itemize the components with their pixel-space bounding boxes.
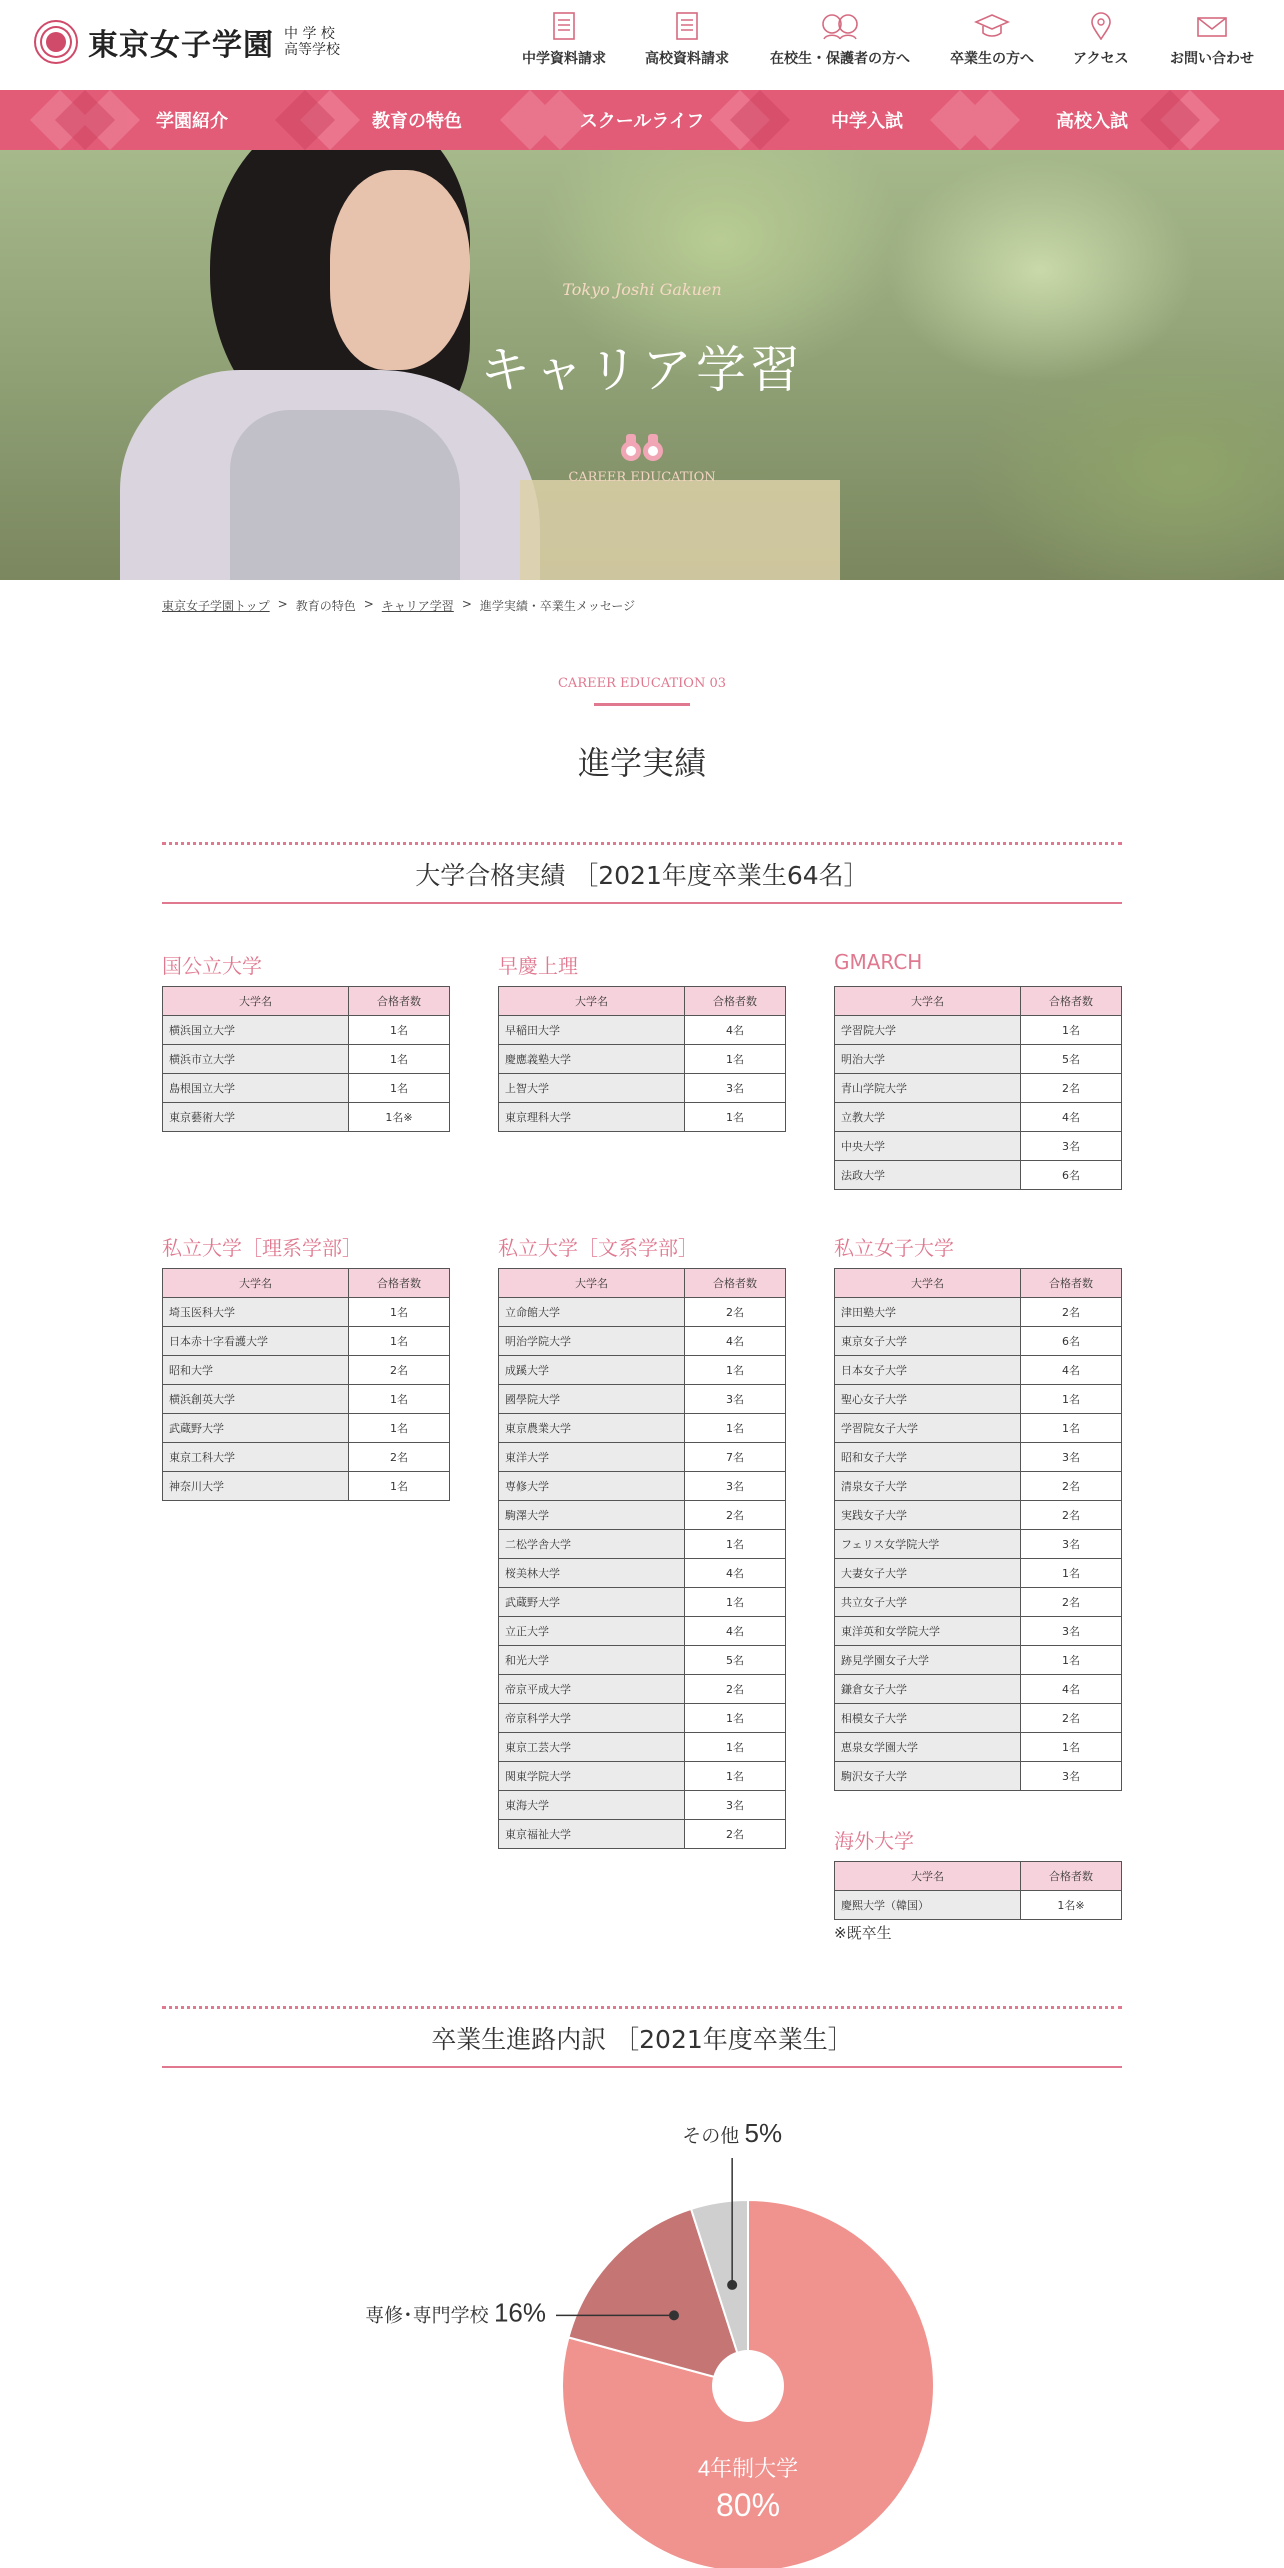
table-row xyxy=(835,1327,1122,1356)
logo-name: 東京女子学園 xyxy=(88,28,274,63)
school-emblem-icon xyxy=(34,20,78,64)
global-nav xyxy=(0,90,1284,150)
pass-count: 1名 xyxy=(1021,1559,1122,1588)
table-row xyxy=(835,1385,1122,1414)
breadcrumb-education: 教育の特色 xyxy=(295,599,356,613)
senior-brochure-link[interactable] xyxy=(645,12,729,68)
hero-subtitle: CAREER EDUCATION xyxy=(568,470,716,485)
column-header-count: 合格者数 xyxy=(349,1269,450,1298)
university-name: 二松学舎大学 xyxy=(499,1530,685,1559)
university-name: 横浜市立大学 xyxy=(163,1045,349,1074)
graduate-note: ※既卒生 xyxy=(834,1924,892,1942)
nav-junior-admission[interactable]: 中学入試 xyxy=(831,111,903,132)
university-name: 東京理科大学 xyxy=(499,1103,685,1132)
column-header-count: 合格者数 xyxy=(349,987,450,1016)
pass-count: 1名 xyxy=(685,1045,786,1074)
breadcrumb-home[interactable]: 東京女子学園トップ xyxy=(162,599,270,613)
university-name: 東京藝術大学 xyxy=(163,1103,349,1132)
university-name: 恵泉女学園大学 xyxy=(835,1733,1021,1762)
site-logo[interactable] xyxy=(34,20,340,64)
university-name: 和光大学 xyxy=(499,1646,685,1675)
pass-count: 2名 xyxy=(1021,1588,1122,1617)
pass-count: 4名 xyxy=(685,1617,786,1646)
slice-name-0: 4年制大学 xyxy=(697,2456,799,2481)
table-row xyxy=(835,1472,1122,1501)
table-private-humanities xyxy=(498,1232,786,1849)
logo-sub-senior: 高等学校 xyxy=(284,42,340,58)
pass-count: 1名 xyxy=(349,1327,450,1356)
university-name: 大妻女子大学 xyxy=(835,1559,1021,1588)
pass-count: 4名 xyxy=(1021,1356,1122,1385)
table-private-women xyxy=(834,1232,1122,1791)
university-name: 武蔵野大学 xyxy=(163,1414,349,1443)
table-row xyxy=(835,1559,1122,1588)
pass-count: 2名 xyxy=(685,1820,786,1849)
util-label: 在校生・保護者の方へ xyxy=(770,51,910,67)
table-row xyxy=(163,1016,450,1045)
parents-icon xyxy=(820,12,860,40)
hero-banner xyxy=(0,150,1284,580)
table-row xyxy=(835,1891,1122,1920)
pass-count: 3名 xyxy=(1021,1762,1122,1791)
pass-count: 1名 xyxy=(349,1045,450,1074)
pass-count: 4名 xyxy=(1021,1103,1122,1132)
pass-count: 2名 xyxy=(349,1356,450,1385)
table-row xyxy=(499,1045,786,1074)
pass-count: 3名 xyxy=(685,1472,786,1501)
table-row xyxy=(163,1356,450,1385)
hero-title: キャリア学習 xyxy=(480,341,804,399)
table-title: 私立女子大学 xyxy=(834,1236,954,1260)
util-label: 高校資料請求 xyxy=(645,51,729,67)
table-row xyxy=(499,1298,786,1327)
breadcrumb-career[interactable]: キャリア学習 xyxy=(381,599,454,613)
university-name: 東洋英和女学院大学 xyxy=(835,1617,1021,1646)
results-table xyxy=(498,986,786,1132)
map-pin-icon xyxy=(1090,12,1112,40)
university-name: 聖心女子大学 xyxy=(835,1385,1021,1414)
breadcrumb-separator: > xyxy=(461,597,472,611)
university-name: 共立女子大学 xyxy=(835,1588,1021,1617)
university-name: 日本赤十字看護大学 xyxy=(163,1327,349,1356)
results-table xyxy=(162,1268,450,1501)
table-row xyxy=(499,1530,786,1559)
university-name: 横浜国立大学 xyxy=(163,1016,349,1045)
hero-text xyxy=(0,150,1284,580)
pass-count: 3名 xyxy=(1021,1132,1122,1161)
column-header-count: 合格者数 xyxy=(1021,1862,1122,1891)
university-name: 東京女子大学 xyxy=(835,1327,1021,1356)
table-row xyxy=(499,1733,786,1762)
students-parents-link[interactable] xyxy=(770,12,910,68)
table-title: 早慶上理 xyxy=(498,954,578,978)
pass-count: 1名 xyxy=(349,1074,450,1103)
university-name: 横浜創英大学 xyxy=(163,1385,349,1414)
column-header-name: 大学名 xyxy=(499,1269,685,1298)
pass-count: 3名 xyxy=(1021,1443,1122,1472)
university-name: 東京工芸大学 xyxy=(499,1733,685,1762)
table-row xyxy=(835,1356,1122,1385)
table-row xyxy=(835,1045,1122,1074)
pass-count: 4名 xyxy=(685,1327,786,1356)
slice-value-0: 80% xyxy=(715,2487,781,2523)
university-name: 東洋大学 xyxy=(499,1443,685,1472)
results-table xyxy=(834,1268,1122,1791)
pass-count: 2名 xyxy=(1021,1704,1122,1733)
table-soukei-jouri xyxy=(498,950,786,1132)
pass-count: 3名 xyxy=(685,1074,786,1103)
pass-count: 1名 xyxy=(1021,1016,1122,1045)
results-table xyxy=(498,1268,786,1849)
table-row xyxy=(499,1414,786,1443)
university-name: 東京工科大学 xyxy=(163,1443,349,1472)
breadcrumb xyxy=(162,597,635,614)
university-name: 立正大学 xyxy=(499,1617,685,1646)
table-row xyxy=(163,1327,450,1356)
table-row xyxy=(499,1675,786,1704)
slice-label-2: その他 5% xyxy=(682,2118,783,2148)
table-row xyxy=(499,1704,786,1733)
table-row xyxy=(499,1501,786,1530)
university-name: 島根国立大学 xyxy=(163,1074,349,1103)
column-header-count: 合格者数 xyxy=(685,987,786,1016)
table-title: GMARCH xyxy=(834,950,923,974)
table-title: 国公立大学 xyxy=(162,954,262,978)
table-row xyxy=(163,1103,450,1132)
results-table xyxy=(834,1861,1122,1920)
university-name: 慶熙大学（韓国） xyxy=(835,1891,1021,1920)
table-row xyxy=(835,1733,1122,1762)
pass-count: 1名 xyxy=(349,1016,450,1045)
university-name: 跡見学園女子大学 xyxy=(835,1646,1021,1675)
table-row xyxy=(499,1646,786,1675)
table-row xyxy=(499,1443,786,1472)
university-name: 東京農業大学 xyxy=(499,1414,685,1443)
university-name: 成蹊大学 xyxy=(499,1356,685,1385)
table-title: 私立大学［理系学部］ xyxy=(162,1236,362,1260)
table-row xyxy=(835,1443,1122,1472)
table-row xyxy=(499,1820,786,1849)
table-row xyxy=(499,1762,786,1791)
table-row xyxy=(835,1588,1122,1617)
column-header-name: 大学名 xyxy=(835,987,1021,1016)
column-header-count: 合格者数 xyxy=(1021,987,1122,1016)
career-heading-text: 卒業生進路内訳 ［2021年度卒業生］ xyxy=(431,2024,853,2054)
table-row xyxy=(499,1559,786,1588)
pass-count: 1名 xyxy=(685,1704,786,1733)
nav-about[interactable]: 学園紹介 xyxy=(156,111,228,132)
pass-count: 1名 xyxy=(349,1298,450,1327)
table-row xyxy=(835,1103,1122,1132)
university-name: 國學院大学 xyxy=(499,1385,685,1414)
pass-count: 3名 xyxy=(1021,1617,1122,1646)
university-name: 駒沢女子大学 xyxy=(835,1762,1021,1791)
junior-brochure-link[interactable] xyxy=(522,12,606,68)
table-row xyxy=(163,1298,450,1327)
pass-count: 2名 xyxy=(685,1675,786,1704)
career-pie-chart xyxy=(0,2080,1284,2568)
table-row xyxy=(163,1472,450,1501)
pass-count: 3名 xyxy=(685,1791,786,1820)
page-title: 進学実績 xyxy=(577,744,706,782)
university-name: 学習院女子大学 xyxy=(835,1414,1021,1443)
table-row xyxy=(499,1385,786,1414)
table-row xyxy=(499,1103,786,1132)
util-label: お問い合わせ xyxy=(1170,51,1254,67)
util-label: 卒業生の方へ xyxy=(950,51,1034,67)
results-table xyxy=(834,986,1122,1190)
table-overseas xyxy=(834,1825,1122,1920)
pass-count: 3名 xyxy=(1021,1530,1122,1559)
pass-count: 2名 xyxy=(349,1443,450,1472)
table-row xyxy=(499,1472,786,1501)
column-header-name: 大学名 xyxy=(163,1269,349,1298)
table-row xyxy=(835,1298,1122,1327)
results-heading xyxy=(162,842,1122,904)
nav-school-life[interactable]: スクールライフ xyxy=(579,111,705,132)
table-row xyxy=(499,1791,786,1820)
table-row xyxy=(499,1356,786,1385)
table-row xyxy=(835,1132,1122,1161)
table-row xyxy=(499,1327,786,1356)
table-national xyxy=(162,950,450,1132)
university-name: 昭和大学 xyxy=(163,1356,349,1385)
pass-count: 1名 xyxy=(1021,1646,1122,1675)
pass-count: 2名 xyxy=(685,1501,786,1530)
column-header-name: 大学名 xyxy=(163,987,349,1016)
table-row xyxy=(835,1501,1122,1530)
section-label: CAREER EDUCATION 03 xyxy=(557,676,727,691)
util-label: 中学資料請求 xyxy=(522,51,606,67)
slice-label-1: 専修･専門学校 16% xyxy=(365,2297,546,2328)
pass-count: 4名 xyxy=(685,1559,786,1588)
university-name: 鎌倉女子大学 xyxy=(835,1675,1021,1704)
table-row xyxy=(835,1762,1122,1791)
nav-education[interactable]: 教育の特色 xyxy=(372,111,462,132)
column-header-count: 合格者数 xyxy=(1021,1269,1122,1298)
university-name: 相模女子大学 xyxy=(835,1704,1021,1733)
university-name: 清泉女子大学 xyxy=(835,1472,1021,1501)
hero-en-title: Tokyo Joshi Gakuen xyxy=(562,280,722,299)
university-name: 津田塾大学 xyxy=(835,1298,1021,1327)
university-name: 駒澤大学 xyxy=(499,1501,685,1530)
university-name: 桜美林大学 xyxy=(499,1559,685,1588)
university-name: 日本女子大学 xyxy=(835,1356,1021,1385)
table-row xyxy=(835,1675,1122,1704)
table-title: 私立大学［文系学部］ xyxy=(498,1236,698,1260)
pass-count: 6名 xyxy=(1021,1327,1122,1356)
table-gmarch xyxy=(834,950,1122,1190)
university-name: 神奈川大学 xyxy=(163,1472,349,1501)
breadcrumb-current: 進学実績・卒業生メッセージ xyxy=(479,599,636,613)
university-name: フェリス女学院大学 xyxy=(835,1530,1021,1559)
nav-senior-admission[interactable]: 高校入試 xyxy=(1056,111,1128,132)
table-row xyxy=(499,1617,786,1646)
pass-count: 1名 xyxy=(685,1733,786,1762)
pass-count: 2名 xyxy=(1021,1472,1122,1501)
column-header-name: 大学名 xyxy=(835,1269,1021,1298)
university-name: 専修大学 xyxy=(499,1472,685,1501)
table-row xyxy=(163,1045,450,1074)
university-name: 帝京科学大学 xyxy=(499,1704,685,1733)
pass-count: 1名 xyxy=(685,1530,786,1559)
table-row xyxy=(835,1646,1122,1675)
university-name: 東海大学 xyxy=(499,1791,685,1820)
university-name: 埼玉医科大学 xyxy=(163,1298,349,1327)
pass-count: 2名 xyxy=(1021,1074,1122,1103)
table-row xyxy=(835,1530,1122,1559)
pass-count: 4名 xyxy=(1021,1675,1122,1704)
table-row xyxy=(499,1588,786,1617)
university-name: 明治大学 xyxy=(835,1045,1021,1074)
mail-icon xyxy=(1196,12,1228,40)
university-name: 帝京平成大学 xyxy=(499,1675,685,1704)
university-name: 法政大学 xyxy=(835,1161,1021,1190)
pass-count: 1名 xyxy=(349,1472,450,1501)
contact-link[interactable] xyxy=(1170,12,1254,68)
table-row xyxy=(499,1074,786,1103)
breadcrumb-separator: > xyxy=(277,597,288,611)
section-underline xyxy=(594,703,690,706)
university-name: 実践女子大学 xyxy=(835,1501,1021,1530)
alumni-link[interactable] xyxy=(950,12,1034,68)
document-icon xyxy=(552,12,576,40)
pass-count: 1名 xyxy=(685,1588,786,1617)
university-name: 青山学院大学 xyxy=(835,1074,1021,1103)
table-row xyxy=(835,1704,1122,1733)
access-link[interactable] xyxy=(1073,12,1129,68)
pass-count: 1名 xyxy=(685,1762,786,1791)
university-name: 武蔵野大学 xyxy=(499,1588,685,1617)
table-row xyxy=(835,1074,1122,1103)
pass-count: 5名 xyxy=(1021,1045,1122,1074)
results-heading-text: 大学合格実績 ［2021年度卒業生64名］ xyxy=(415,860,869,890)
pass-count: 6名 xyxy=(1021,1161,1122,1190)
pass-count: 1名 xyxy=(349,1385,450,1414)
column-header-count: 合格者数 xyxy=(685,1269,786,1298)
pass-count: 1名 xyxy=(685,1356,786,1385)
university-name: 慶應義塾大学 xyxy=(499,1045,685,1074)
pass-count: 1名※ xyxy=(1021,1891,1122,1920)
university-name: 関東学院大学 xyxy=(499,1762,685,1791)
university-name: 東京福祉大学 xyxy=(499,1820,685,1849)
pass-count: 1名 xyxy=(1021,1733,1122,1762)
column-header-name: 大学名 xyxy=(835,1862,1021,1891)
table-row xyxy=(835,1161,1122,1190)
pass-count: 5名 xyxy=(685,1646,786,1675)
pass-count: 2名 xyxy=(685,1298,786,1327)
pie-hole xyxy=(712,2350,784,2422)
university-name: 立命館大学 xyxy=(499,1298,685,1327)
table-row xyxy=(163,1074,450,1103)
university-name: 上智大学 xyxy=(499,1074,685,1103)
university-name: 立教大学 xyxy=(835,1103,1021,1132)
breadcrumb-separator: > xyxy=(363,597,374,611)
pass-count: 1名 xyxy=(685,1103,786,1132)
table-row xyxy=(163,1443,450,1472)
logo-sub xyxy=(284,26,340,58)
graduation-cap-icon xyxy=(974,12,1010,40)
university-name: 学習院大学 xyxy=(835,1016,1021,1045)
binoculars-icon xyxy=(618,430,666,462)
table-row xyxy=(499,1016,786,1045)
column-header-name: 大学名 xyxy=(499,987,685,1016)
table-private-science xyxy=(162,1232,450,1501)
table-row xyxy=(163,1414,450,1443)
table-row xyxy=(835,1016,1122,1045)
pass-count: 2名 xyxy=(1021,1501,1122,1530)
pass-count: 1名※ xyxy=(349,1103,450,1132)
pass-count: 1名 xyxy=(685,1414,786,1443)
career-heading xyxy=(162,2006,1122,2068)
logo-sub-junior: 中 学 校 xyxy=(284,26,335,42)
pass-count: 3名 xyxy=(685,1385,786,1414)
pass-count: 4名 xyxy=(685,1016,786,1045)
university-name: 昭和女子大学 xyxy=(835,1443,1021,1472)
pass-count: 2名 xyxy=(1021,1298,1122,1327)
site-header xyxy=(0,0,1284,90)
table-title: 海外大学 xyxy=(834,1829,914,1853)
results-table xyxy=(162,986,450,1132)
table-row xyxy=(163,1385,450,1414)
pass-count: 7名 xyxy=(685,1443,786,1472)
university-name: 早稲田大学 xyxy=(499,1016,685,1045)
pass-count: 1名 xyxy=(349,1414,450,1443)
pass-count: 1名 xyxy=(1021,1414,1122,1443)
university-name: 中央大学 xyxy=(835,1132,1021,1161)
table-row xyxy=(835,1617,1122,1646)
university-name: 明治学院大学 xyxy=(499,1327,685,1356)
pass-count: 1名 xyxy=(1021,1385,1122,1414)
table-row xyxy=(835,1414,1122,1443)
util-label: アクセス xyxy=(1073,51,1129,67)
document-icon xyxy=(675,12,699,40)
